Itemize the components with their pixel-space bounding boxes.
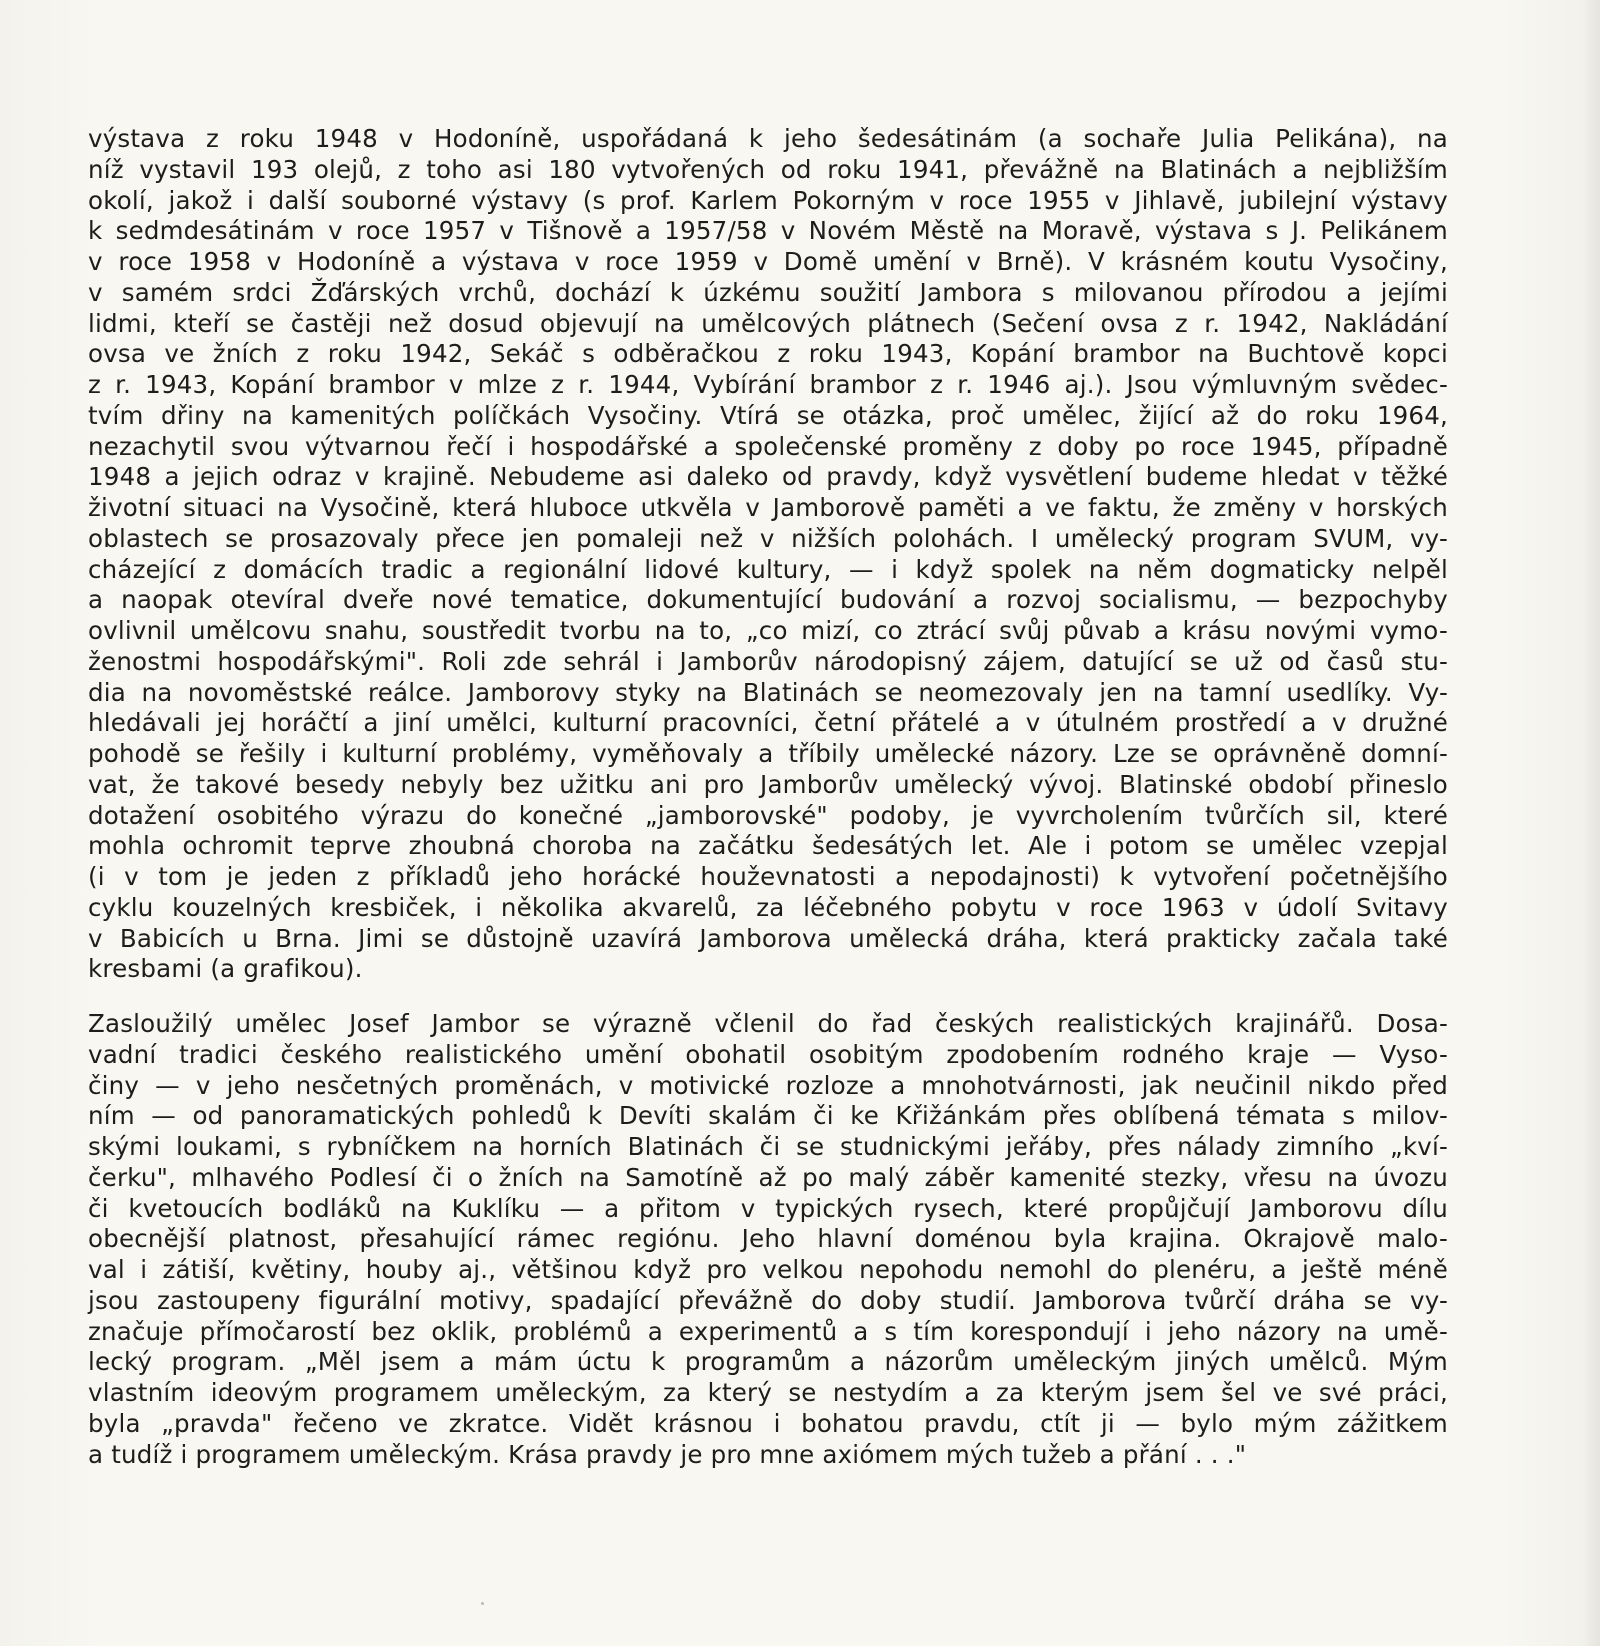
text-line: mohla ochromit teprve zhoubná choroba na začátku šedesátých let. Ale i potom se umělec vzepjal <box>88 831 1448 861</box>
paragraph-2 <box>88 1009 1448 1470</box>
text-line: v Babicích u Brna. Jimi se důstojně uzavírá Jamborova umělecká dráha, která prakticky začala také <box>88 923 1448 953</box>
text-line: vlastním ideovým programem uměleckým, za který se nestydím a za kterým jsem šel ve své práci, <box>88 1378 1448 1407</box>
text-line: k sedmdesátinám v roce 1957 v Tišnově a 1957/58 v Novém Městě na Moravě, výstava s J. Pelikánem <box>88 216 1448 246</box>
text-line: jsou zastoupeny figurální motivy, spadající převážně do doby studií. Jamborova tvůrčí dráha se vy- <box>88 1285 1448 1315</box>
text-line: ním — od panoramatických pohledů k Devíti skalám či ke Křižánkám přes oblíbená témata s milov- <box>88 1101 1448 1131</box>
text-line: dia na novoměstské reálce. Jamborovy styky na Blatinách se neomezovaly jen na tamní usedlíky. Vy- <box>88 677 1448 707</box>
text-line: ovsa ve žních z roku 1942, Sekáč s odběračkou z roku 1943, Kopání brambor na Buchtově kopci <box>88 339 1448 369</box>
text-line: čerku", mlhavého Podlesí či o žních na Samotíně až po malý záběr kamenité stezky, vřesu na úvozu <box>88 1162 1448 1192</box>
paper-speck <box>481 1602 484 1605</box>
text-line: lidmi, kteří se častěji než dosud objevují na umělcových plátnech (Sečení ovsa z r. 1942, Nakládání <box>88 308 1448 338</box>
text-line: oblastech se prosazovaly přece jen pomaleji než v nižších polohách. I umělecký program SVUM, vy- <box>88 523 1448 553</box>
text-line: hledávali jej horáčtí a jiní umělci, kulturní pracovníci, četní přátelé a v útulném prostředí a v družné <box>88 708 1448 738</box>
text-line: ženostmi hospodářskými". Roli zde sehrál i Jamborův národopisný zájem, datující se už od časů stu- <box>88 646 1448 676</box>
text-line: pohodě se řešily i kulturní problémy, vyměňovaly a tříbily umělecké názory. Lze se oprávněně domní- <box>88 739 1448 768</box>
text-line: značuje přímočarostí bez oklik, problémů a experimentů a s tím korespondují i jeho názory na umě- <box>88 1316 1448 1346</box>
paragraph-spacing <box>88 985 1448 1009</box>
text-line: ovlivnil umělcovu snahu, soustředit tvorbu na to, „co mizí, co ztrácí svůj půvab a krásu novými vymo- <box>88 616 1448 645</box>
text-line: výstava z roku 1948 v Hodoníně, uspořádaná k jeho šedesátinám (a sochaře Julia Pelikána), na <box>88 124 1448 153</box>
text-line: (i v tom je jeden z příkladů jeho horácké houževnatosti a nepodajnosti) k vytvoření početnějšího <box>88 862 1448 891</box>
text-line: níž vystavil 193 olejů, z toho asi 180 vytvořených od roku 1941, převážně na Blatinách a nejbližším <box>88 154 1448 184</box>
text-line: byla „pravda" řečeno ve zkratce. Vidět krásnou i bohatou pravdu, ctít ji — bylo mým zážitkem <box>88 1408 1448 1438</box>
text-line: skými loukami, s rybníčkem na horních Blatinách či se studnickými jeřáby, přes nálady zimního „kví- <box>88 1132 1448 1161</box>
text-line: okolí, jakož i další souborné výstavy (s prof. Karlem Pokorným v roce 1955 v Jihlavě, jubilejní výstavy <box>88 185 1448 215</box>
text-line: činy — v jeho nesčetných proměnách, v motivické rozloze a mnohotvárnosti, jak neučinil nikdo před <box>88 1070 1448 1100</box>
text-line: z r. 1943, Kopání brambor v mlze z r. 1944, Vybírání brambor z r. 1946 aj.). Jsou výmluvným svědec- <box>88 370 1448 399</box>
text-line: vat, že takové besedy nebyly bez užitku ani pro Jamborův umělecký vývoj. Blatinské období přineslo <box>88 769 1448 799</box>
text-line: lecký program. „Měl jsem a mám úctu k programům a názorům uměleckým jiných umělců. Mým <box>88 1347 1448 1377</box>
text-line: cházející z domácích tradic a regionální lidové kultury, — i když spolek na něm dogmaticky nelpěl <box>88 554 1448 584</box>
text-line: nezachytil svou výtvarnou řečí i hospodářské a společenské proměny z doby po roce 1945, případně <box>88 431 1448 461</box>
text-line: či kvetoucích bodláků na Kuklíku — a přitom v typických rysech, které propůjčují Jamborovu dílu <box>88 1193 1448 1223</box>
text-line: a tudíž i programem uměleckým. Krása pravdy je pro mne axiómem mých tužeb a přání . . ." <box>88 1439 1247 1469</box>
text-line: v roce 1958 v Hodoníně a výstava v roce 1959 v Domě umění v Brně). V krásném koutu Vysočiny, <box>88 247 1448 276</box>
text-line: v samém srdci Žďárských vrchů, dochází k úzkému soužití Jambora s milovanou přírodou a jejími <box>88 277 1448 307</box>
text-line: kresbami (a grafikou). <box>88 954 363 984</box>
text-line: a naopak otevíral dveře nové tematice, dokumentující budování a rozvoj socialismu, — bezpochyby <box>88 585 1448 615</box>
text-line: životní situaci na Vysočině, která hluboce utkvěla v Jamborově paměti a ve faktu, že změny v horských <box>88 493 1448 522</box>
text-line: cyklu kouzelných kresbiček, i několika akvarelů, za léčebného pobytu v roce 1963 v údolí Svitavy <box>88 892 1448 922</box>
paragraph-1 <box>88 124 1448 985</box>
text-line: dotažení osobitého výrazu do konečné „jamborovské" podoby, je vyvrcholením tvůrčích sil, které <box>88 800 1448 830</box>
text-line: val i zátiší, květiny, houby aj., většinou když pro velkou nepohodu nemohl do plenéru, a ještě méně <box>88 1255 1448 1284</box>
text-line: tvím dřiny na kamenitých políčkách Vysočiny. Vtírá se otázka, proč umělec, žijící až do roku 1964, <box>88 400 1448 430</box>
text-line: vadní tradici českého realistického umění obohatil osobitým zpodobením rodného kraje — Vyso- <box>88 1039 1448 1069</box>
page-edge-shadow <box>1582 0 1600 1646</box>
text-line: Zasloužilý umělec Josef Jambor se výrazně včlenil do řad českých realistických krajinářů. Dosa- <box>88 1009 1448 1038</box>
text-line: obecnější platnost, přesahující rámec regiónu. Jeho hlavní doménou byla krajina. Okrajově malo- <box>88 1224 1448 1254</box>
body-text <box>88 124 1448 1470</box>
text-line: 1948 a jejich odraz v krajině. Nebudeme asi daleko od pravdy, když vysvětlení budeme hledat v těžké <box>88 462 1448 492</box>
